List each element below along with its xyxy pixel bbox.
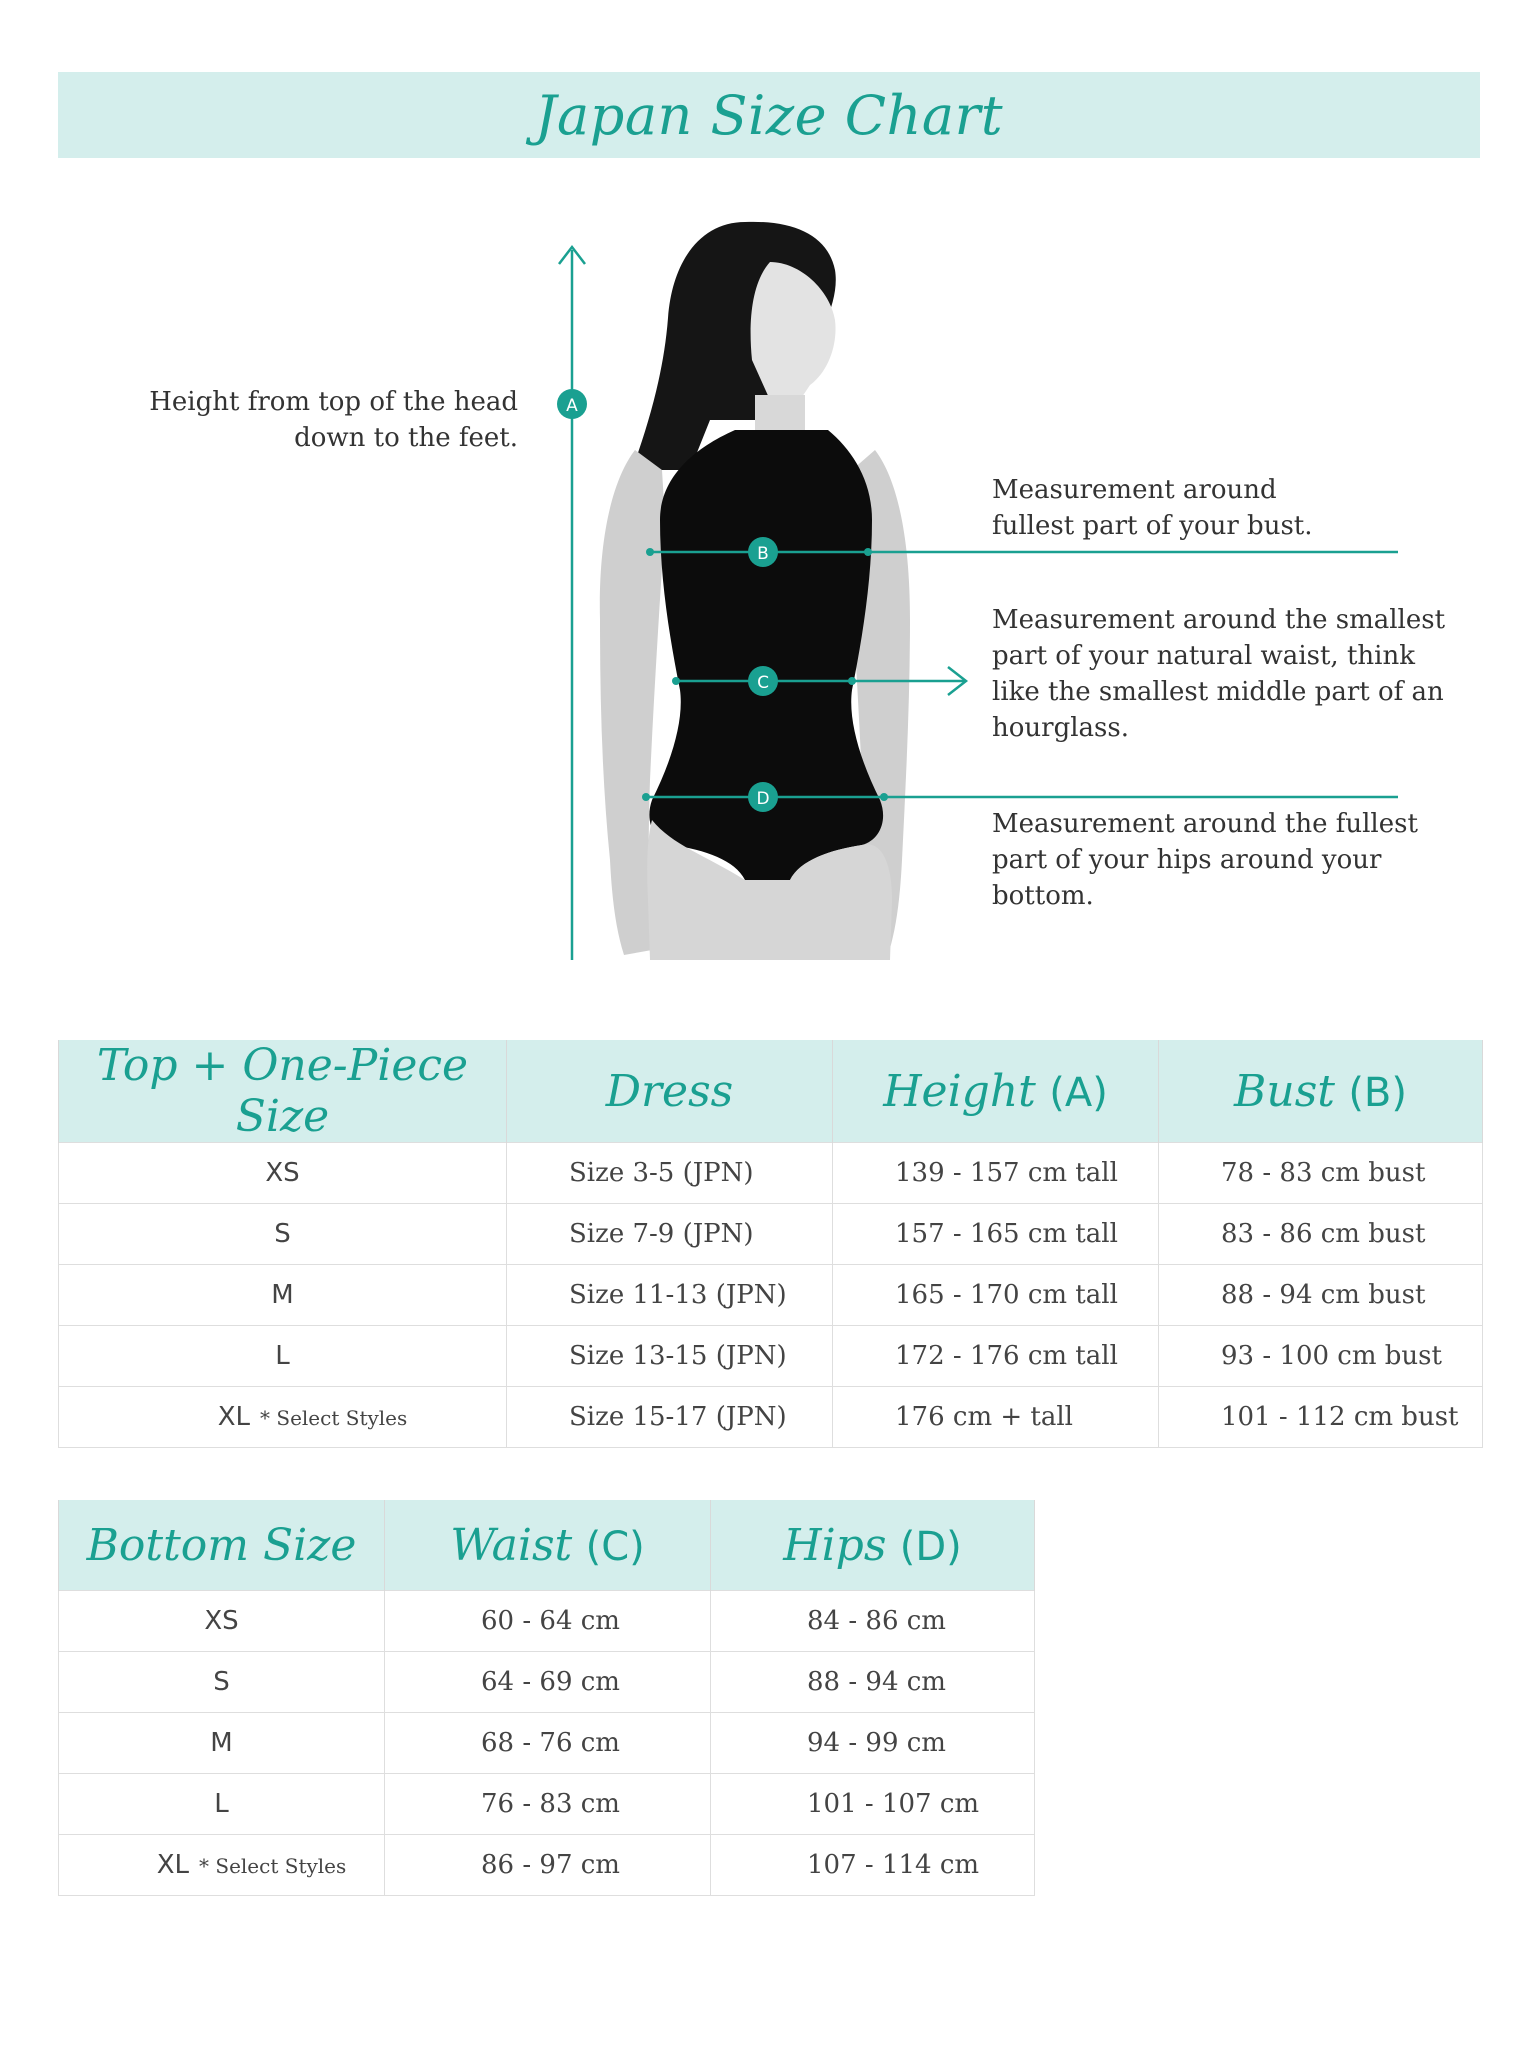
swimsuit-shape <box>649 430 883 880</box>
waist-cell: 68 - 76 cm <box>385 1713 711 1774</box>
height-cell: 172 - 176 cm tall <box>833 1326 1159 1387</box>
table-header-row <box>59 1500 1035 1591</box>
hips-cell: 101 - 107 cm <box>711 1774 1035 1835</box>
marker-a-label: A <box>566 396 578 416</box>
hips-cell: 94 - 99 cm <box>711 1713 1035 1774</box>
bust-desc-line: fullest part of your bust. <box>992 511 1313 541</box>
column-header: Hips (D) <box>711 1500 1035 1591</box>
dress-cell: Size 15-17 (JPN) <box>507 1387 833 1448</box>
waist-cell: 60 - 64 cm <box>385 1591 711 1652</box>
waist-cell: 86 - 97 cm <box>385 1835 711 1896</box>
marker-d-label: D <box>756 789 770 809</box>
waist-cell: 64 - 69 cm <box>385 1652 711 1713</box>
waist-desc-line: part of your natural waist, think <box>992 641 1415 671</box>
size-cell: M <box>59 1713 385 1774</box>
dress-cell: Size 13-15 (JPN) <box>507 1326 833 1387</box>
hips-desc-line: part of your hips around your <box>992 845 1382 875</box>
table-row <box>59 1774 1035 1835</box>
waist-dot-left <box>672 677 680 685</box>
column-header: Dress <box>507 1040 833 1143</box>
table-row <box>59 1652 1035 1713</box>
column-header: Top + One-Piece Size <box>59 1040 507 1143</box>
bust-cell: 101 - 112 cm bust <box>1159 1387 1483 1448</box>
hips-desc-line: Measurement around the fullest <box>992 809 1418 839</box>
top-size-table <box>58 1040 1483 1448</box>
table-row <box>59 1835 1035 1896</box>
table-row <box>59 1713 1035 1774</box>
waist-desc-line: Measurement around the smallest <box>992 605 1446 635</box>
size-cell: XL * Select Styles <box>59 1387 507 1448</box>
bust-dot-right <box>864 548 872 556</box>
page-title: Japan Size Chart <box>534 83 1004 147</box>
dress-cell: Size 7-9 (JPN) <box>507 1204 833 1265</box>
waist-description <box>992 602 1462 746</box>
waist-desc-line: like the smallest middle part of an <box>992 677 1444 707</box>
bust-desc-line: Measurement around <box>992 475 1277 505</box>
select-styles-note: * Select Styles <box>199 1854 347 1878</box>
hips-dot-right <box>880 793 888 801</box>
size-cell: S <box>59 1204 507 1265</box>
bottom-size-table <box>58 1500 1035 1896</box>
height-desc-line: down to the feet. <box>294 423 518 453</box>
size-cell: L <box>59 1326 507 1387</box>
bust-cell: 83 - 86 cm bust <box>1159 1204 1483 1265</box>
size-cell: L <box>59 1774 385 1835</box>
size-cell: XS <box>59 1591 385 1652</box>
bust-cell: 78 - 83 cm bust <box>1159 1143 1483 1204</box>
height-cell: 176 cm + tall <box>833 1387 1159 1448</box>
bust-description <box>992 472 1462 544</box>
dress-cell: Size 3-5 (JPN) <box>507 1143 833 1204</box>
marker-b-label: B <box>757 544 769 564</box>
table-header-row <box>59 1040 1483 1143</box>
column-header: Bottom Size <box>59 1500 385 1591</box>
table-row <box>59 1143 1483 1204</box>
table-row <box>59 1387 1483 1448</box>
height-cell: 139 - 157 cm tall <box>833 1143 1159 1204</box>
body-silhouette <box>600 222 910 960</box>
waist-dot-right <box>848 677 856 685</box>
hips-cell: 88 - 94 cm <box>711 1652 1035 1713</box>
height-cell: 165 - 170 cm tall <box>833 1265 1159 1326</box>
waist-cell: 76 - 83 cm <box>385 1774 711 1835</box>
bust-cell: 88 - 94 cm bust <box>1159 1265 1483 1326</box>
height-desc-line: Height from top of the head <box>149 387 518 417</box>
bust-dot-left <box>646 548 654 556</box>
hips-description <box>992 806 1462 914</box>
table-row <box>59 1265 1483 1326</box>
column-header: Height (A) <box>833 1040 1159 1143</box>
hips-cell: 84 - 86 cm <box>711 1591 1035 1652</box>
size-cell: XL * Select Styles <box>59 1835 385 1896</box>
waist-desc-line: hourglass. <box>992 713 1129 743</box>
height-description <box>130 384 518 456</box>
size-cell: XS <box>59 1143 507 1204</box>
table-row <box>59 1591 1035 1652</box>
hips-cell: 107 - 114 cm <box>711 1835 1035 1896</box>
height-cell: 157 - 165 cm tall <box>833 1204 1159 1265</box>
bust-cell: 93 - 100 cm bust <box>1159 1326 1483 1387</box>
table-row <box>59 1204 1483 1265</box>
hips-desc-line: bottom. <box>992 881 1094 911</box>
size-cell: M <box>59 1265 507 1326</box>
column-header: Waist (C) <box>385 1500 711 1591</box>
select-styles-note: * Select Styles <box>260 1406 408 1430</box>
table-row <box>59 1326 1483 1387</box>
hips-dot-left <box>642 793 650 801</box>
size-cell: S <box>59 1652 385 1713</box>
marker-c-label: C <box>757 673 769 693</box>
dress-cell: Size 11-13 (JPN) <box>507 1265 833 1326</box>
column-header: Bust (B) <box>1159 1040 1483 1143</box>
